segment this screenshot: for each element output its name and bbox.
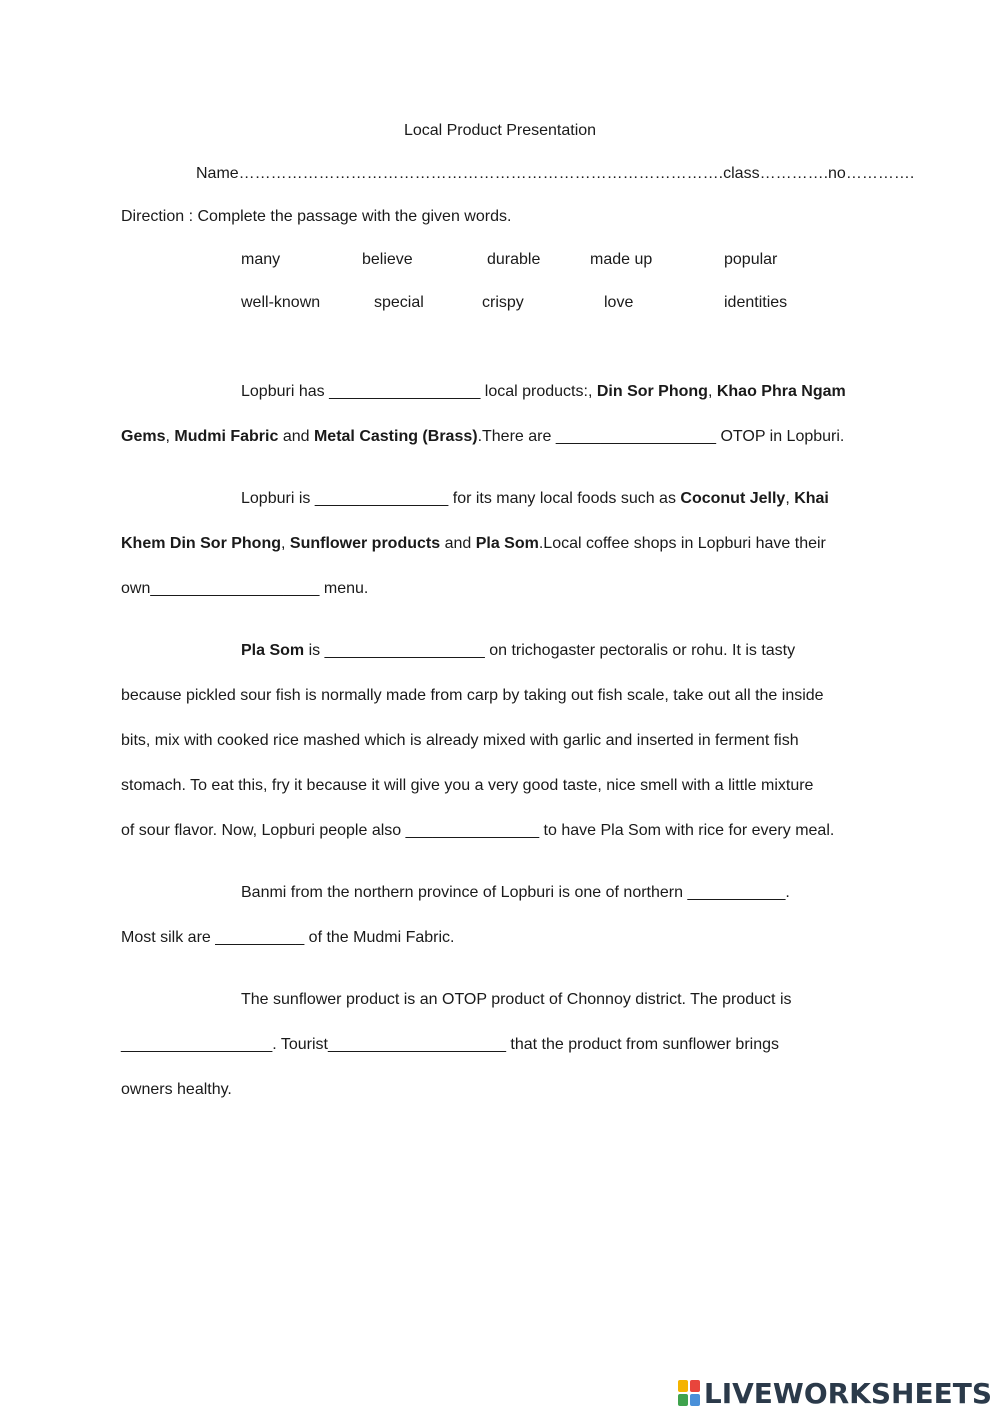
word-bank-item: love: [604, 294, 634, 311]
word-bank-item: durable: [487, 251, 541, 268]
paragraph-line: own___________________ menu.: [121, 580, 369, 597]
paragraph-line: Banmi from the northern province of Lopburi is one of northern ___________.: [241, 884, 790, 901]
paragraph-line: because pickled sour fish is normally made from carp by taking out fish scale, take out all the inside: [121, 687, 824, 704]
direction-text: Direction : Complete the passage with the given words.: [121, 208, 512, 225]
paragraph-line: Pla Som is __________________ on trichogaster pectoralis or rohu. It is tasty: [241, 642, 796, 659]
paragraph-line: bits, mix with cooked rice mashed which is already mixed with garlic and inserted in ferment fish: [121, 732, 799, 749]
paragraph-line: Gems, Mudmi Fabric and Metal Casting (Brass).There are __________________ OTOP in Lopburi.: [121, 428, 845, 445]
word-bank-item: believe: [362, 251, 413, 268]
paragraph-line: The sunflower product is an OTOP product of Chonnoy district. The product is: [241, 991, 792, 1008]
liveworksheets-logo-text: LIVEWORKSHEETS: [703, 1376, 992, 1410]
word-bank-item: identities: [724, 294, 788, 311]
liveworksheets-logo: [678, 1376, 992, 1410]
word-bank-item: crispy: [482, 294, 524, 311]
paragraph-line: Lopburi has _________________ local products:, Din Sor Phong, Khao Phra Ngam: [241, 383, 846, 400]
paragraph-line: _________________. Tourist____________________ that the product from sunflower brings: [121, 1036, 779, 1053]
paragraph-line: of sour flavor. Now, Lopburi people also _______________ to have Pla Som with rice for every meal.: [121, 822, 835, 839]
word-bank-item: popular: [724, 251, 778, 268]
paragraph-line: stomach. To eat this, fry it because it will give you a very good taste, nice smell with a little mixture: [121, 777, 814, 794]
paragraph-line: Most silk are __________ of the Mudmi Fabric.: [121, 929, 455, 946]
word-bank-item: many: [241, 251, 281, 268]
word-bank-item: well-known: [241, 294, 321, 311]
paragraph-line: owners healthy.: [121, 1081, 232, 1098]
paragraph-line: Lopburi is _______________ for its many local foods such as Coconut Jelly, Khai: [241, 490, 829, 507]
name-class-no-line: Name……………………………………………………………………………….class………….no………….: [196, 165, 915, 182]
word-bank-item: made up: [590, 251, 653, 268]
page-title: Local Product Presentation: [403, 122, 597, 139]
word-bank-item: special: [374, 294, 424, 311]
paragraph-line: Khem Din Sor Phong, Sunflower products and Pla Som.Local coffee shops in Lopburi have their: [121, 535, 826, 552]
liveworksheets-logo-icon: [678, 1380, 700, 1406]
